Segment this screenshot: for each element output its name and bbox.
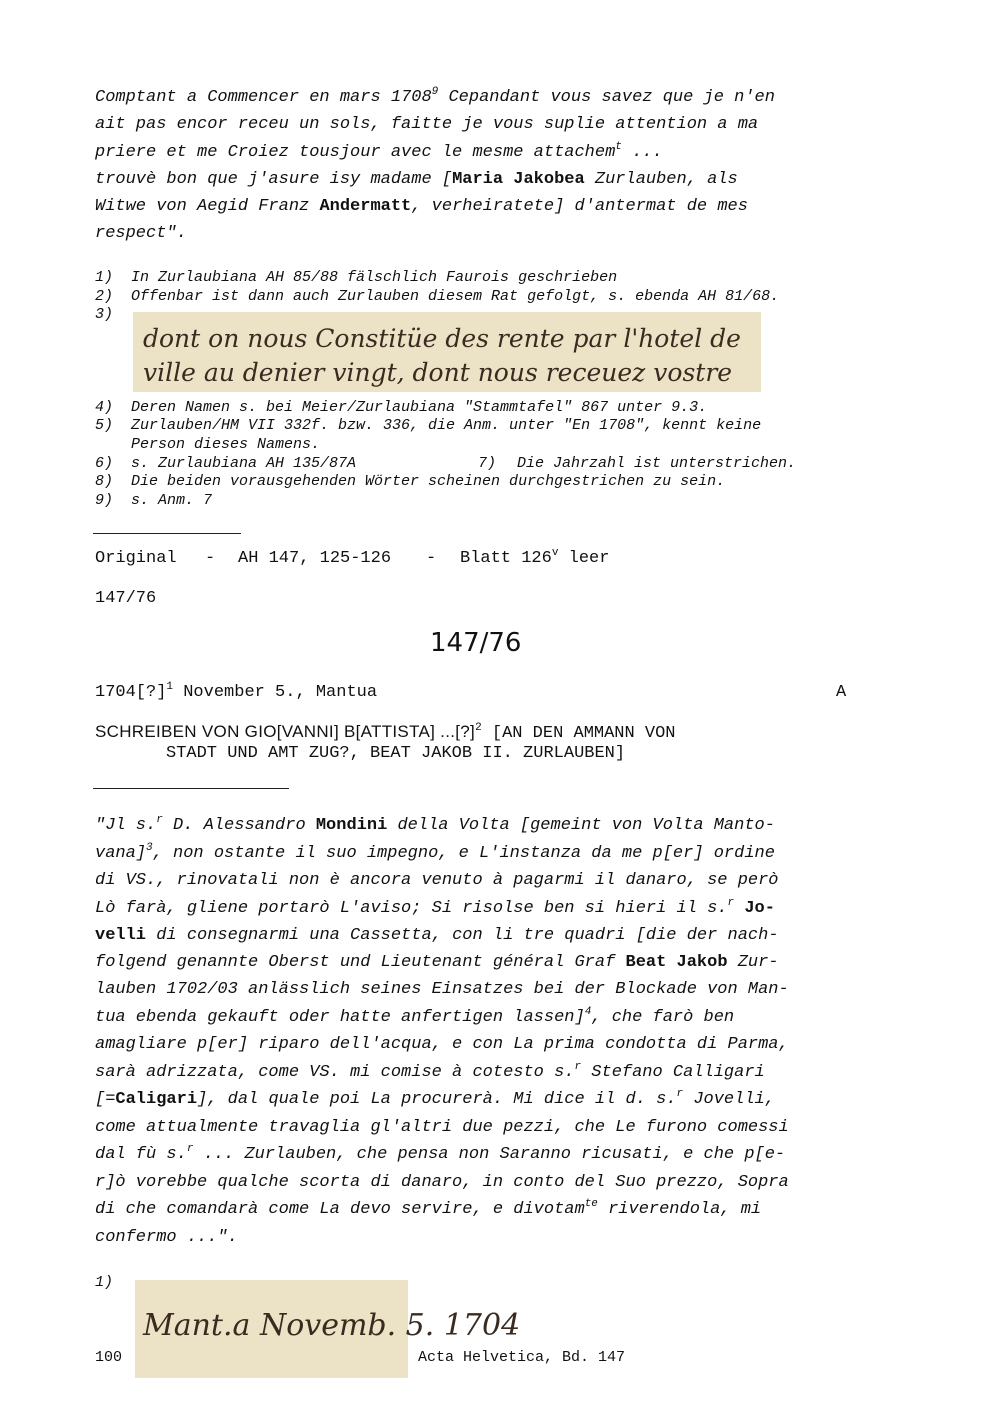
letter-line: tua ebenda gekauft oder hatte anfertigen lassen]$^4$, che farò ben bbox=[95, 1006, 735, 1027]
heading-line: SCHREIBEN VON GIO[VANNI] B[ATTISTA] ...[?]$^2$ [AN DEN AMMANN VON bbox=[95, 722, 676, 743]
letter-line: amagliare p[er] riparo dell'acqua, e con La prima condotta di Parma, bbox=[95, 1035, 789, 1054]
page-number: 100 bbox=[95, 1349, 123, 1366]
quote-line: priere et me Croiez tousjour avec le mesme attachem$^t$ ... bbox=[95, 141, 663, 162]
handwriting-line: ville au denier vingt, dont nous receuez vostre bbox=[143, 358, 733, 387]
heading-line: STADT UND AMT ZUG?, BEAT JAKOB II. ZURLAUBEN] bbox=[166, 744, 626, 763]
quote-line: Comptant a Commencer en mars 1708$^9$ Cepandant vous savez que je n'en bbox=[95, 86, 775, 107]
journal-name: Acta Helvetica, Bd. 147 bbox=[418, 1349, 626, 1366]
letter-line: Lò farà, gliene portarò L'aviso; Si risolse ben si hieri il s.$^r$ Jo- bbox=[95, 897, 775, 918]
quote-line: Witwe von Aegid Franz Andermatt, verheiratete] d'antermat de mes bbox=[95, 197, 748, 216]
letter-line: sarà adrizzata, come VS. mi comise à cotesto s.$^r$ Stefano Calligari bbox=[95, 1061, 765, 1082]
letter-line: lauben 1702/03 anlässlich seines Einsatzes bei der Blockade von Man- bbox=[95, 980, 789, 999]
letter-line: r]ò vorebbe qualche scorta di danaro, in conto del Suo prezzo, Sopra bbox=[95, 1173, 789, 1192]
divider bbox=[93, 533, 241, 534]
letter-line: confermo ...". bbox=[95, 1228, 238, 1247]
letter-line: di VS., rinovatali non è ancora venuto à pagarmi il danaro, se però bbox=[95, 871, 779, 890]
handwriting-image bbox=[135, 1280, 521, 1378]
divider bbox=[93, 788, 289, 789]
handwriting-line: dont on nous Constitüe des rente par l'hotel de bbox=[143, 324, 741, 353]
document-number: 147/76 bbox=[95, 589, 157, 608]
letter-line: [=Caligari], dal quale poi La procurerà. Mi dice il d. s.$^r$ Jovelli, bbox=[95, 1088, 775, 1109]
source-line: Original - AH 147, 125-126 - Blatt 126$^v$ leer bbox=[95, 547, 610, 568]
letter-line: velli di consegnarmi una Cassetta, con li tre quadri [die der nach- bbox=[95, 926, 779, 945]
date-line: 1704[?]$^1$ November 5., Mantua bbox=[95, 681, 378, 702]
handwriting-image bbox=[133, 312, 761, 392]
quote-line: trouvè bon que j'asure isy madame [Maria Jakobea Zurlauben, als bbox=[95, 170, 738, 189]
letter-line: vana]$^3$, non ostante il suo impegno, e L'instanza da me p[er] ordine bbox=[95, 842, 775, 863]
letter-line: "Jl s.$^r$ D. Alessandro Mondini della Volta [gemeint von Volta Manto- bbox=[95, 814, 775, 835]
quote-line: ait pas encor receu un sols, faitte je vous suplie attention a ma bbox=[95, 115, 759, 134]
handwriting-line: Mant.a Novemb. 5. 1704 bbox=[143, 1308, 521, 1343]
letter-line: come attualmente travaglia gl'altri due pezzi, che Le furono comessi bbox=[95, 1118, 789, 1137]
document-type-letter: A bbox=[836, 683, 847, 702]
letter-line: di che comandarà come La devo servire, e divotam$^{te}$ riverendola, mi bbox=[95, 1198, 762, 1219]
letter-line: dal fù s.$^r$ ... Zurlauben, che pensa non Saranno ricusati, e che p[e- bbox=[95, 1143, 786, 1164]
letter-line: folgend genannte Oberst und Lieutenant général Graf Beat Jakob Zur- bbox=[95, 953, 779, 972]
document-title: 147/76 bbox=[430, 628, 522, 658]
quote-line: respect". bbox=[95, 224, 187, 243]
